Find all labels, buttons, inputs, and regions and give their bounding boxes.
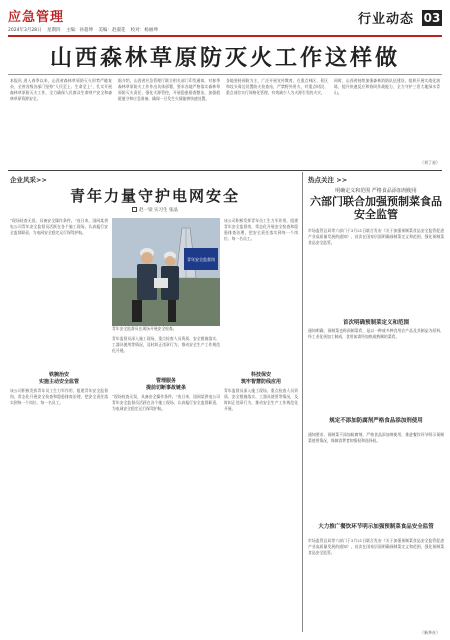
right-subhead-2: 规定不添加防腐剂严格食品添加剂使用 bbox=[329, 418, 423, 424]
page-number: 03 bbox=[423, 10, 441, 25]
hot-topic-label: 热点关注 >> bbox=[308, 176, 348, 184]
article2-subhead-left: 铁腕治安 实施主动安全监管 bbox=[38, 372, 79, 385]
lead-column-4: 同时，山西省持续加强森林消防队伍建设，组织开展实战化演练，提升快速反应和协同作战能力，全力守护三晋大地绿水青山。 bbox=[334, 78, 440, 96]
workers-photo-illustration bbox=[112, 218, 220, 326]
masthead: 应急管理 bbox=[8, 10, 65, 25]
article2-photo bbox=[112, 218, 220, 326]
right-para-3: 通知要求，预制菜不添加防腐剂，严格食品添加剂使用，推进餐饮环节明示预制菜使用情况，保障消费者知情权和选择权。 bbox=[308, 432, 444, 444]
lead-headline-block bbox=[8, 40, 442, 72]
right-subhead-1: 首次明确预制菜定义和范围 bbox=[342, 320, 409, 326]
issue-info bbox=[8, 27, 162, 33]
article2-headline: 青年力量守护电网安全 bbox=[69, 187, 240, 205]
article2-byline bbox=[10, 207, 300, 213]
byline-marker-icon bbox=[132, 207, 137, 212]
issue-date: 2024年3月28日 bbox=[8, 28, 42, 33]
issue-art-editor: 美编：赵淑花 bbox=[98, 28, 126, 33]
headline-rule bbox=[8, 74, 442, 75]
right-editor: （新华社） bbox=[420, 630, 440, 635]
issue-proofreader: 校对：杨丽坤 bbox=[130, 28, 158, 33]
right-para-4: 市场监管总局等六部门于3月21日联合发布《关于加强预制菜食品安全监管促进产业高质量发展的通知》，首次在国家层面明确预制菜定义和范围，强化预制菜食品安全监管。 bbox=[308, 538, 444, 556]
article2-photo-caption: 青年安全监督员在现场开展安全检查。 bbox=[112, 326, 177, 331]
header-rule bbox=[8, 35, 442, 37]
right-kicker: 明确定义和范围 严格食品添加剂使用 bbox=[335, 188, 417, 194]
issue-chief-editor: 主编：孙超坤 bbox=[65, 28, 93, 33]
article2-subhead-mid2: 科技保安 筑牢智慧防线应用 bbox=[240, 372, 281, 385]
article2-column-2b: “现场检查无误，具备安全操作条件。”连日来，国网某供电公司青年安全监督员活跃在各个施工现场，认真履行安全监督职责，为电网安全稳定运行保驾护航。 bbox=[112, 394, 220, 412]
section-separator bbox=[8, 170, 442, 171]
column-divider bbox=[302, 172, 303, 632]
lead-headline: 山西森林草原防灭火工作这样做 bbox=[49, 45, 400, 71]
article2-subhead-mid: 管理服务 提前切断事故链条 bbox=[145, 378, 186, 391]
right-headline: 六部门联合加强预制菜食品安全监管 bbox=[310, 195, 442, 221]
section-title: 行业动态 bbox=[357, 12, 414, 27]
lead-column-2: 据介绍，山西省应急管理厅联合相关部门印发通知，对春季森林草原防火工作作出具体部署，要求各地严格落实森林草原防灭火责任，强化火源管控，开展隐患排查整治，加强值班值守和应急准备，确保一旦发生火情能够快速处置。 bbox=[118, 78, 220, 102]
article2-kicker: 企业风采>> bbox=[10, 176, 47, 184]
lead-column-1: 本报讯 进入春季以来，山西省森林草原防灭火形势严峻复杂，全省各级各部门坚持“人民至上、生命至上”，扎实开展森林草原防灭火工作，全力确保人民群众生命财产安全和森林草原资源安全。 bbox=[10, 78, 112, 102]
article2-column-3: 该公司积极发挥青年员工生力军作用，组建青年安全监督岗，常态化开展安全检查和隐患排查治理，把安全责任落实到每一个岗位、每一名员工。 bbox=[224, 218, 298, 242]
lead-column-3: 各地坚持预防为主，广泛开展宣传教育，在重点林区、景区和坟头周边设置防火检查站，严禁野外用火，对重点时段、重点部位实行网格化管理，有效减少人为火源引发的火灾。 bbox=[226, 78, 328, 96]
article2-byline-text: 赵一梁 实习生 张晶 bbox=[139, 208, 178, 213]
right-headline-block bbox=[308, 195, 444, 221]
page-header bbox=[0, 0, 450, 38]
issue-weekday: 星期四 bbox=[46, 28, 61, 33]
lead-editor: （刘丁星） bbox=[420, 160, 440, 165]
masthead-block bbox=[8, 6, 162, 33]
photo-sign-text: 青年安全监督岗 bbox=[187, 257, 215, 262]
section-block bbox=[358, 8, 442, 27]
article2-column-1: “现场检查无误，具备安全操作条件。”连日来，国网某供电公司青年安全监督员活跃在各个施工现场，认真履行安全监督职责，为电网安全稳定运行保驾护航。 bbox=[10, 218, 108, 236]
article2-column-2: 青年监督员深入施工现场，重点检查人员资质、安全措施落实、工器具使用等情况，及时纠正违章行为，推动安全生产工作规范化开展。 bbox=[112, 336, 220, 354]
article2-column-1b: 该公司积极发挥青年员工生力军作用，组建青年安全监督岗，常态化开展安全检查和隐患排查治理，把安全责任落实到每一个岗位、每一名员工。 bbox=[10, 388, 108, 406]
right-para-1: 市场监管总局等六部门于3月21日联合发布《关于加强预制菜食品安全监管促进产业高质量发展的通知》，首次在国家层面明确预制菜定义和范围，强化预制菜食品安全监管。 bbox=[308, 228, 444, 246]
article2-column-3b: 青年监督员深入施工现场，重点检查人员资质、安全措施落实、工器具使用等情况，及时纠正违章行为，推动安全生产工作规范化开展。 bbox=[224, 388, 298, 412]
article2-headline-block bbox=[10, 185, 300, 206]
right-subhead-3: 大力推广餐饮环节明示加强预制菜食品安全监管 bbox=[318, 524, 434, 530]
right-para-2: 通知明确，预制菜也称预制菜肴，是以一种或多种食用农产品及其制品为原料，经工业化预加工制成，食用前需经加热或熟制的菜肴。 bbox=[308, 328, 444, 340]
